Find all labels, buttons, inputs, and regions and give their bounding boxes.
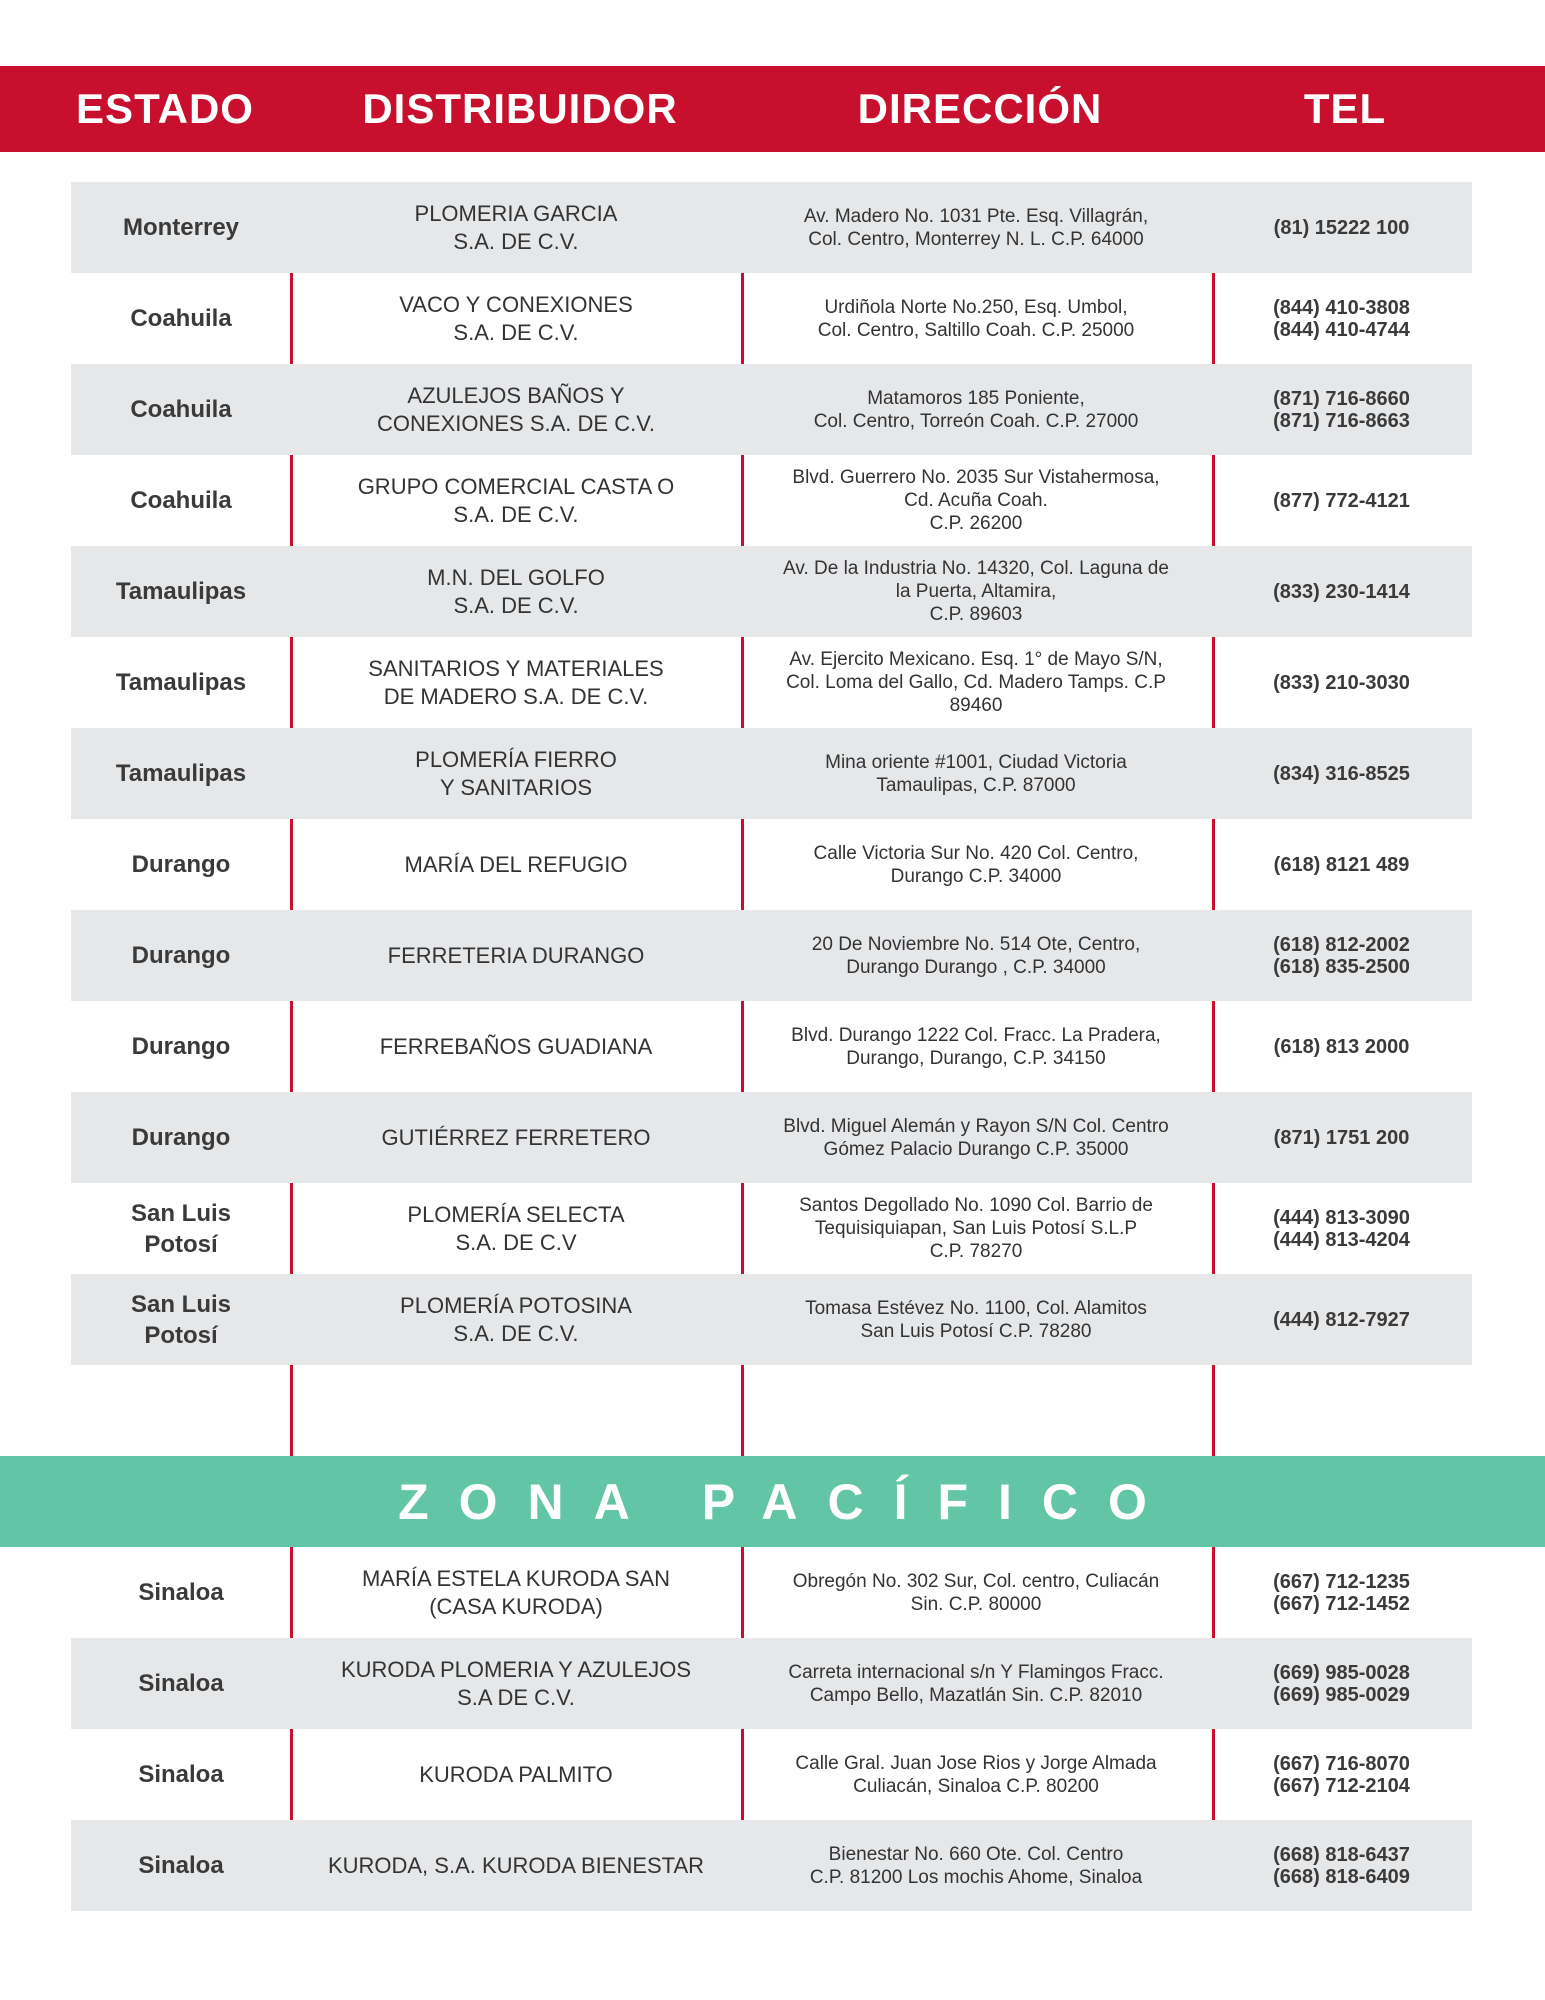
column-divider (1212, 1183, 1215, 1274)
direccion-cell: 20 De Noviembre No. 514 Ote, Centro, Durango Durango , C.P. 34000 (811, 933, 1141, 978)
tel-cell: (877) 772-4121 (1273, 489, 1410, 512)
column-divider (290, 1001, 293, 1092)
distribuidor-cell: PLOMERÍA SELECTA S.A. DE C.V (407, 1201, 625, 1255)
direccion-cell: Obregón No. 302 Sur, Col. centro, Culiacán Sin. C.P. 80000 (792, 1570, 1160, 1615)
estado-cell: Monterrey (122, 214, 240, 241)
table-row (71, 1274, 1472, 1365)
distribuidor-cell: KURODA PALMITO (419, 1761, 613, 1787)
column-divider (741, 1729, 744, 1820)
tel-cell: (618) 813 2000 (1273, 1035, 1410, 1058)
direccion-cell: Matamoros 185 Poniente, Col. Centro, Torreón Coah. C.P. 27000 (813, 387, 1139, 432)
tel-cell: (833) 230-1414 (1273, 580, 1410, 603)
direccion-cell: Blvd. Miguel Alemán y Rayon S/N Col. Centro Gómez Palacio Durango C.P. 35000 (783, 1115, 1169, 1160)
tel-cell: (834) 316-8525 (1273, 762, 1410, 785)
column-divider (741, 819, 744, 910)
direccion-cell: Blvd. Durango 1222 Col. Fracc. La Pradera, Durango, Durango, C.P. 34150 (791, 1024, 1161, 1069)
column-divider (290, 819, 293, 910)
estado-cell: Durango (131, 851, 231, 878)
column-divider (1212, 1365, 1215, 1456)
direccion-cell: Av. Ejercito Mexicano. Esq. 1° de Mayo S/N, Col. Loma del Gallo, Cd. Madero Tamps. C.P 89460 (786, 649, 1166, 716)
table-row (71, 182, 1472, 273)
estado-cell: Sinaloa (138, 1761, 224, 1788)
distribuidor-cell: MARÍA ESTELA KURODA SAN (CASA KURODA) (361, 1565, 671, 1619)
tel-cell: (669) 985-0028 (669) 985-0029 (1273, 1661, 1410, 1706)
estado-cell: Durango (131, 1124, 231, 1151)
tel-cell: (871) 1751 200 (1273, 1126, 1410, 1149)
column-divider (741, 1001, 744, 1092)
header-distribuidor: DISTRIBUIDOR (362, 85, 678, 132)
table-row (71, 1183, 1472, 1274)
distribuidor-cell: MARÍA DEL REFUGIO (404, 851, 628, 877)
estado-cell: Coahuila (130, 487, 232, 514)
table-header (0, 66, 1545, 152)
table-row (71, 1092, 1472, 1183)
distribuidor-cell: GRUPO COMERCIAL CASTA O S.A. DE C.V. (357, 473, 675, 527)
column-divider (1212, 1001, 1215, 1092)
column-divider (741, 1365, 744, 1456)
header-direccion: DIRECCIÓN (857, 85, 1103, 132)
tel-cell: (618) 8121 489 (1273, 853, 1410, 876)
estado-cell: Sinaloa (138, 1852, 224, 1879)
estado-cell: Coahuila (130, 396, 232, 423)
direccion-cell: Tomasa Estévez No. 1100, Col. Alamitos San Luis Potosí C.P. 78280 (805, 1297, 1147, 1342)
column-divider (290, 1547, 293, 1638)
table-row (71, 1638, 1472, 1729)
table-row (71, 819, 1472, 910)
column-divider (290, 1365, 293, 1456)
column-divider (741, 1547, 744, 1638)
estado-cell: San Luis Potosí (130, 1290, 232, 1349)
table-row (71, 1820, 1472, 1911)
column-divider (290, 273, 293, 364)
estado-cell: Tamaulipas (115, 760, 247, 787)
direccion-cell: Av. Madero No. 1031 Pte. Esq. Villagrán, Col. Centro, Monterrey N. L. C.P. 64000 (803, 205, 1149, 250)
tel-cell: (444) 813-3090 (444) 813-4204 (1273, 1206, 1410, 1251)
tel-cell: (444) 812-7927 (1273, 1308, 1410, 1331)
direccion-cell: Calle Gral. Juan Jose Rios y Jorge Almada Culiacán, Sinaloa C.P. 80200 (795, 1752, 1157, 1797)
tel-cell: (81) 15222 100 (1273, 216, 1410, 239)
column-divider (1212, 1547, 1215, 1638)
estado-cell: Durango (131, 942, 231, 969)
estado-cell: Coahuila (130, 305, 232, 332)
direccion-cell: Bienestar No. 660 Ote. Col. Centro C.P. 81200 Los mochis Ahome, Sinaloa (809, 1843, 1143, 1888)
table-row (71, 637, 1472, 728)
column-divider (290, 1729, 293, 1820)
direccion-cell: Av. De la Industria No. 14320, Col. Laguna de la Puerta, Altamira, C.P. 89603 (783, 558, 1169, 625)
header-tel: TEL (1303, 85, 1387, 132)
table-row (71, 1547, 1472, 1638)
column-divider (1212, 455, 1215, 546)
direccion-cell: Santos Degollado No. 1090 Col. Barrio de Tequisiquiapan, San Luis Potosí S.L.P C.P. 78270 (799, 1195, 1153, 1262)
table-row (71, 1729, 1472, 1820)
zona-pacifico-banner (0, 1456, 1545, 1547)
tel-cell: (871) 716-8660 (871) 716-8663 (1273, 387, 1410, 432)
column-divider (290, 455, 293, 546)
estado-cell: Durango (131, 1033, 231, 1060)
column-divider (1212, 273, 1215, 364)
tel-cell: (833) 210-3030 (1273, 671, 1410, 694)
table-row (71, 364, 1472, 455)
table-row (71, 455, 1472, 546)
column-divider (741, 455, 744, 546)
estado-cell: San Luis Potosí (130, 1199, 232, 1258)
direccion-cell: Calle Victoria Sur No. 420 Col. Centro, Durango C.P. 34000 (813, 842, 1139, 887)
distribuidor-cell: M.N. DEL GOLFO S.A. DE C.V. (427, 564, 605, 618)
distribuidor-cell: PLOMERIA GARCIA S.A. DE C.V. (414, 200, 618, 254)
distribuidor-cell: FERRETERIA DURANGO (387, 942, 645, 968)
direccion-cell: Mina oriente #1001, Ciudad Victoria Tamaulipas, C.P. 87000 (825, 751, 1127, 796)
column-divider (741, 637, 744, 728)
table-row (71, 1001, 1472, 1092)
column-divider (741, 1183, 744, 1274)
column-divider (290, 637, 293, 728)
direccion-cell: Carreta internacional s/n Y Flamingos Fracc. Campo Bello, Mazatlán Sin. C.P. 82010 (788, 1661, 1164, 1706)
tel-cell: (844) 410-3808 (844) 410-4744 (1273, 296, 1410, 341)
tel-cell: (668) 818-6437 (668) 818-6409 (1273, 1843, 1410, 1888)
column-divider (1212, 637, 1215, 728)
direccion-cell: Blvd. Guerrero No. 2035 Sur Vistahermosa, Cd. Acuña Coah. C.P. 26200 (792, 467, 1160, 534)
header-estado: ESTADO (76, 85, 254, 132)
column-divider (1212, 819, 1215, 910)
table-row (71, 546, 1472, 637)
column-divider (1212, 1729, 1215, 1820)
tel-cell: (667) 712-1235 (667) 712-1452 (1273, 1570, 1410, 1615)
column-divider (290, 1183, 293, 1274)
estado-cell: Sinaloa (138, 1670, 224, 1697)
zona-title: ZONA PACÍFICO (398, 1473, 1177, 1530)
column-divider (741, 273, 744, 364)
distribuidor-cell: GUTIÉRREZ FERRETERO (381, 1124, 651, 1150)
estado-cell: Tamaulipas (115, 578, 247, 605)
distribuidor-cell: VACO Y CONEXIONES S.A. DE C.V. (399, 291, 633, 345)
distribuidor-cell: PLOMERÍA POTOSINA S.A. DE C.V. (400, 1292, 632, 1346)
table-row (71, 273, 1472, 364)
distribuidor-cell: SANITARIOS Y MATERIALES DE MADERO S.A. DE C.V. (368, 655, 664, 709)
distribuidor-cell: PLOMERÍA FIERRO Y SANITARIOS (415, 746, 617, 800)
table-row (71, 910, 1472, 1001)
table-row (71, 728, 1472, 819)
distribuidor-cell: KURODA PLOMERIA Y AZULEJOS S.A DE C.V. (340, 1656, 692, 1710)
distribuidor-cell: FERREBAÑOS GUADIANA (379, 1033, 653, 1059)
direccion-cell: Urdiñola Norte No.250, Esq. Umbol, Col. Centro, Saltillo Coah. C.P. 25000 (817, 296, 1135, 341)
distribuidor-cell: AZULEJOS BAÑOS Y CONEXIONES S.A. DE C.V. (377, 382, 655, 436)
estado-cell: Sinaloa (138, 1579, 224, 1606)
distribuidor-cell: KURODA, S.A. KURODA BIENESTAR (327, 1852, 705, 1878)
tel-cell: (618) 812-2002 (618) 835-2500 (1273, 933, 1410, 978)
estado-cell: Tamaulipas (115, 669, 247, 696)
tel-cell: (667) 716-8070 (667) 712-2104 (1273, 1752, 1410, 1797)
